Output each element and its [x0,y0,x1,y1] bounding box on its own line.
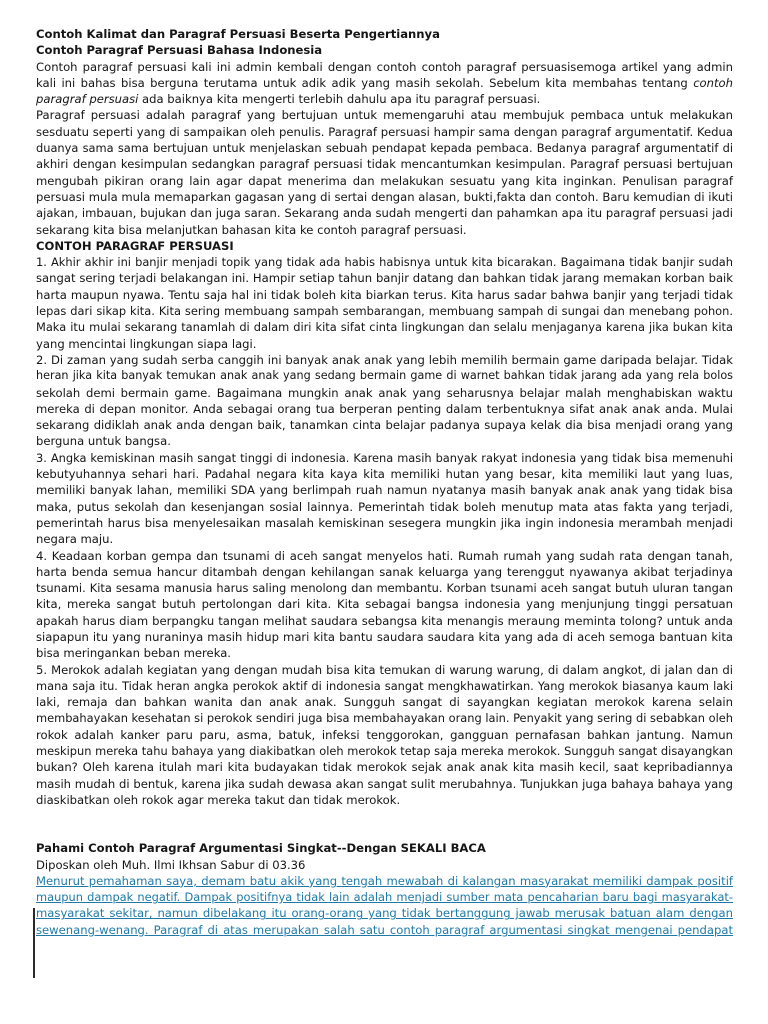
example-line: rokok adalah kanker paru paru, asma, batuk, infeksi tenggorokan, gangguan pernafasan bahkan jantung. Namun [36,727,733,742]
intro-line: Contoh paragraf persuasi kali ini admin kembali dengan contoh contoh paragraf persuasisemoga artikel yang admin [36,59,733,74]
example-line: tsunami. Kita sesama manusia harus saling menolong dan membantu. Korban tsunami aceh sangat butuh uluran tangan [36,581,733,596]
article-link-line[interactable]: maupun dampak negatif. Dampak positifnya tidak lain adalah menjadi sumber mata pencaharian baru bagi masyarakat- [36,890,733,905]
example-line: kebutyuhannya sehari hari. Padahal negara kita kaya kita memiliki hutan yang besar, kita memiliki laut yang luas, [36,467,733,482]
example-line: bukan? Oleh karena itulah mari kita budayakan tidak merokok sejak anak anak kita masih kecil, saat kepribadiannya [36,760,733,775]
example-line: yang mencintai lingkungan siapa lagi. [36,336,257,351]
definition-line: persuasi mula mula memaparkan gagasan yang di sertai dengan alasan, bukti,fakta dan contoh. Baru kemudian di ikuti [36,189,733,204]
example-line: Maka itu mulai sekarang tanamlah di dalam diri kita sifat cinta lingkungan dan selalu menjaganya karena jika bukan kita [36,320,733,335]
example-line: siapapun itu yang nuraninya masih hidup mari kita bantu saudara saudara kita yang ada di aceh semoga bantuan kita [36,629,733,644]
example-line: bisa meringankan beban mereka. [36,646,231,661]
definition-line: sesduatu seperti yang di sampaikan oleh penulis. Paragraf persuasi hampir sama dengan paragraf argumentatif. Kedua [36,124,733,139]
example-line: lepas dari sikap kita. Kita sering membuang sampah sembarangan, membuang sampah di sungai dan menebang pohon. [36,304,733,319]
example-line: mana saja itu. Tidak heran angka perokok aktif di indonesia sangat mengkhawatirkan. Yang merokok biasanya kaum laki [36,678,733,693]
intro-line-text: kali ini bahas bisa berguna terutama untuk adik adik yang masih sekolah. Sebelum kita membahas tentang [36,75,688,90]
example-line: 2. Di zaman yang sudah serba canggih ini banyak anak anak yang lebih memilih bermain game daripada belajar. Tidak [36,352,733,367]
example-line: apakah harus diam berpangku tangan melihat saudara sebangsa kita menangis meraung meminta tolong? untuk anda [36,613,733,628]
example-line: berguna untuk bangsa. [36,434,171,449]
second-article-title: Pahami Contoh Paragraf Argumentasi Singkat--Dengan SEKALI BACA [36,841,486,856]
example-line: sangat sering terjadi belakangan ini. Hampir setiap tahun banjir datang dan bahkan tidak jarang memakan korban baik [36,271,733,286]
definition-line: duanya sama sama bertujuan untuk menjelaskan sebuah pendapat kepada pembaca. Bedanya paragraf argumentatif di [36,141,733,156]
definition-paragraph [36,107,733,237]
second-article-byline: Diposkan oleh Muh. Ilmi Ikhsan Sabur di 03.36 [36,857,306,872]
example-line: 5. Merokok adalah kegiatan yang dengan mudah bisa kita temukan di warung warung, di dalam angkot, di jalan dan di [36,662,733,677]
example-line: diaskibatkan oleh rokok agar mereka takut dan tidak merokok. [36,792,401,807]
example-line: harta benda semua hancur ditambah dengan kehilangan sanak keluarga yang terenggut nyawanya akibat terjadinya [36,564,733,579]
second-article-paragraph [36,873,733,938]
example-line: pemerintah harus bisa menyelesaikan masalah kemiskinan sesegera mungkin jika ingin indonesia merambah menjadi [36,515,733,530]
article-link-line[interactable]: masyarakat sekitar, namun dibelakang itu orang-orang yang tidak bertanggung jawab merusak batuan alam dengan [36,906,733,921]
example-paragraph-1 [36,254,733,352]
paragraph-spacer [36,808,733,840]
example-line: laki, remaja dan bahkan wanita dan anak anak. Sungguh sangat di sayangkan kegiatan merokok karena selain [36,695,733,710]
example-line: maka, putus sekolah dan kesenjangan sosial lainnya. Pemerintah tidak boleh menutup mata atas fakta yang terjadi, [36,499,733,514]
example-line: negara maju. [36,532,114,547]
example-paragraph-3 [36,450,733,548]
document-body [36,26,733,938]
intro-line [36,75,733,91]
example-paragraph-5 [36,662,733,809]
definition-line: mengubah pikiran orang lain agar dapat menerima dan melakukan sesuatu yang kita inginkan. Penulisan paragraf [36,173,733,188]
example-line: kita, mereka sangat butuh pertolongan dari kita. Kita sebagai bangsa indonesia yang menjunjung tinggi persatuan [36,597,733,612]
definition-line: sekarang kita bisa melanjutkan bahasan kita ke contoh paragraf persuasi. [36,222,467,237]
intro-italic-text: contoh [693,75,733,90]
intro-line-text: ada baiknya kita mengerti terlebih dahulu apa itu paragraf persuasi. [138,92,541,107]
intro-line [36,91,733,107]
margin-change-bar [33,908,35,978]
example-line: sekarang didiklah anak anda dengan baik, tanamkan cinta belajar padanya supaya kelak dia bisa menjadi orang yang [36,418,733,433]
article-link-text[interactable]: sewenang-wenang. [36,922,149,937]
document-subtitle: Contoh Paragraf Persuasi Bahasa Indonesia [36,43,323,58]
example-line: sekolah demi bermain game. Bagaimana mungkin anak anak yang seharusnya belajar malah menghabiskan waktu [36,385,733,400]
intro-paragraph [36,59,733,108]
example-line: harta maupun nyawa. Tentu saja hal ini tidak boleh kita biarkan terus. Kita harus sadar bahwa banjir yang terjadi tidak [36,287,733,302]
example-paragraph-4 [36,548,733,662]
article-link-text[interactable]: Paragraf di atas merupakan salah satu contoh paragraf argumentasi singkat mengenai pendapat [148,922,733,937]
example-paragraph-2 [36,352,733,450]
example-line: 4. Keadaan korban gempa dan tsunami di aceh sangat menyelos hati. Rumah rumah yang sudah rata dengan tanah, [36,548,733,563]
section-heading: CONTOH PARAGRAF PERSUASI [36,238,234,253]
example-line: 3. Angka kemiskinan masih sangat tinggi di indonesia. Karena masih banyak rakyat indonesia yang tidak bisa memenuhi [36,450,733,465]
example-line: memiliki banyak lahan, memiliki SDA yang berlimpah ruah namun nyatanya masih banyak anak anak yang tidak bisa [36,483,733,498]
example-line: mereka di depan monitor. Anda sebagai orang tua berperan penting dalam terbentuknya sifat anak anak anda. Mulai [36,401,733,416]
example-line: 1. Akhir akhir ini banjir menjadi topik yang tidak ada habis habisnya untuk kita bicarakan. Bagaimana tidak banjir sudah [36,255,733,270]
example-line: heran jika kita banyak temukan anak anak yang sedang bermain game di warnet bahkan tidak jarang ada yang rela bolos [36,369,733,383]
definition-line: ajakan, imbauan, bujukan dan juga saran. Sekarang anda sudah mengerti dan pahamkan apa itu paragraf persuasi jadi [36,206,733,221]
definition-line: akhiri dengan kesimpulan sedangkan paragraf persuasi tidak mencantumkan kesimpulan. Paragraf persuasi bertujuan [36,157,733,172]
article-link-line[interactable]: Menurut pemahaman saya, demam batu akik yang tengah mewabah di kalangan masyarakat memiliki dampak positif [36,873,733,888]
example-line: masih mudah di bentuk, karena jika sudah dewasa akan sangat sulit merubahnya. Tunjukkan juga bahaya bahaya yang [36,776,733,791]
article-link-line[interactable] [36,922,733,938]
document-title: Contoh Kalimat dan Paragraf Persuasi Beserta Pengertiannya [36,27,440,41]
intro-italic-text: paragraf persuasi [36,92,139,107]
example-line: meskipun mereka tahu bahaya yang diakibatkan oleh merokok tetap saja mereka merokok. Sungguh sangat disayangkan [36,744,733,759]
definition-line: Paragraf persuasi adalah paragraf yang bertujuan untuk memengaruhi atau membujuk pembaca untuk melakukan [36,108,733,123]
example-line: membahayakan kesehatan si perokok sendiri juga bisa membahayakan orang lain. Penyakit yang sering di sebabkan oleh [36,711,733,726]
